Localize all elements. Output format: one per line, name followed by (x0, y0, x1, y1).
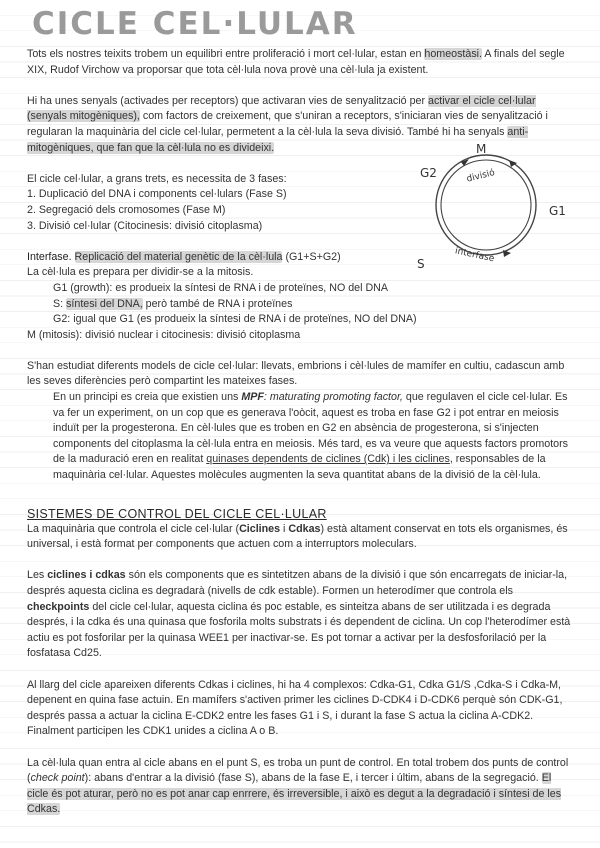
paragraph-machinery: La maquinària que controla el cicle cel·lular (Ciclines i Cdkas) està altament conservat en tots els organismes, és universal, i està format per components que actuen com a interruptors moleculars. (27, 522, 568, 551)
section-heading: SISTEMES DE CONTROL DEL CICLE CEL·LULAR (27, 506, 327, 521)
highlight: homeostàsi. (424, 48, 483, 60)
highlight: Replicació del material genètic de la cèl·lula (74, 250, 283, 263)
arrow-head-top-right (509, 160, 517, 167)
phase-m: M (mitosis): divisió nuclear i citocinesis: divisió citoplasma (27, 328, 301, 341)
label-g2: G2 (420, 166, 437, 180)
paragraph-signals: Hi ha unes senyals (activades per receptors) que activaran vies de senyalització per activar el cicle cel·lular (senyals mitogèniques), com factors de creixement, que s'uniran a receptors, s'iniciaran vies de senyalització i regularan la maquinària del cicle cel·lular, permetent a la cèl·lula la seva divisió. També hi ha senyals anti-mitogèniques, que fan que la cèl·lula no es divideixi. (27, 94, 548, 154)
paragraph-checkpoints: La cèl·lula quan entra al cicle abans en el punt S, es troba un punt de control. En total trobem dos punts de control (check point): abans d'entrar a la divisió (fase S), abans de la fase E, i tercer i últim, abans de la segregació. El cicle és pot aturar, però no es pot anar cap enrrere, és irreversible, i això es degut a la degradació i síntesi de les Cdkas. (27, 756, 569, 816)
list-item: 3. Divisió cel·lular (Citocinesis: divisió citoplasma) (27, 219, 263, 232)
models-block: S'han estudiat diferents models de cicle cel·lular: llevats, embrions i cèl·lules de mamífer en cultiu, cadascun amb les seves diferències però compartint les mateixes fases. En un principi es creia que existien uns MPF: maturating promoting factor, que regulaven el cicle cel·lular. Es va fer un experiment, on un cop que es generava l'oòcit, aquest es troba en fase G2 i pot entrar en meiosis induït per la progesterona. En cèl·lules que es troben en G2 en absència de progesterona, si s'injecten components del citoplasma la cèl·lula entra en meiosis. Més tard, es va veure que aquests factors promotors de la maduració eren en realitat quinases dependents de ciclines (Cdk) i les ciclines, responsables de la maquinària cel·lular. Aquestes molècules augmenten la seva quantitat abans de la divisió de la cèl·lula. (27, 359, 575, 484)
interfase-label: Interfase. (27, 250, 72, 263)
mpf-paragraph: En un principi es creia que existien uns MPF: maturating promoting factor, que regulaven el cicle cel·lular. Es va fer un experiment, on un cop que es generava l'oòcit, aquest es troba en fase G2 i pot entrar en meiosis induït per la progesterona. En cèl·lules que es troben en G2 en absència de progesterona, si s'injecten components del citoplasma la cèl·lula entra en meiosis. Més tard, es va veure que aquests factors promotors de la maduració eren en realitat quinases dependents de ciclines (Cdk) i les ciclines, responsables de la maquinària cel·lular. Aquestes molècules augmenten la seva quantitat abans de la divisió de la cèl·lula. (53, 391, 569, 482)
label-m: M (476, 142, 487, 156)
label-g1: G1 (549, 204, 566, 218)
phases-list: El cicle cel·lular, a grans trets, es necessita de 3 fases: 1. Duplicació del DNA i components cel·lulars (Fase S) 2. Segregació dels cromosomes (Fase M) 3. Divisió cel·lular (Citocinesis: divisió citoplasma) (27, 172, 575, 234)
highlight: anti-mitogèniques, que fan que la cèl·lula no es divideixi. (27, 125, 529, 154)
highlight: síntesi del DNA, (66, 297, 143, 310)
page-title: CICLE CEL·LULAR (32, 6, 358, 42)
interfase-block: Interfase. Replicació del material genètic de la cèl·lula (G1+S+G2) La cèl·lula es prepara per dividir-se a la mitosis. G1 (growth): es produeix la síntesi de RNA i de proteïnes, NO del DNA S: síntesi del DNA, però també de RNA i proteïnes G2: igual que G1 (es produeix la síntesi de RNA i de proteïnes, NO del DNA) M (mitosis): divisió nuclear i citocinesis: divisió citoplasma (27, 250, 575, 344)
label-interfase: interfase (454, 246, 496, 265)
highlight: activar el cicle cel·lular (senyals mitogèniques), (27, 94, 536, 123)
label-divisio: divisió (465, 168, 496, 185)
list-item: 1. Duplicació del DNA i components cel·lulars (Fase S) (27, 188, 287, 201)
phase-s: S: síntesi del DNA, però també de RNA i proteïnes (53, 297, 293, 310)
paragraph-homeostasis: Tots els nostres teixits trobem un equilibri entre proliferació i mort cel·lular, estan en homeostàsi. A finals del segle XIX, Rudof Virchow va proporsar que tota cèl·lula nova provè una cèl·lula ja existent. (27, 48, 565, 76)
underlined-text: quinases dependents de ciclines (Cdk) i les ciclines (206, 453, 450, 466)
cell-cycle-diagram (408, 140, 578, 270)
paragraph-ciclines: Les ciclines i cdkas són els components que es sintetitzen abans de la divisió i que són encarregats de iniciar-la, després aquesta ciclina es degradarà (nivells de cdk estable). Formen un heterodímer que controla els checkpoints del cicle cel·lular, aquesta ciclina és poc estable, es sinteitza abans de ser utilitzada i es degrada després, i la cdka és una quinasa que fosforila molts substrats i és dependent de ciclina. Un cop l'heterodímer està actiu es pot fosforilar per la quinasa WEE1 per inactivar-se. Es pot tornar a activar per la desfosforilació per la fosfatasa Cd25. (27, 569, 571, 660)
paragraph-complexes: Al llarg del cicle apareixen diferents Cdkas i ciclines, hi ha 4 complexos: Cdka-G1, Cdka G1/S ,Cdka-S i Cdka-M, depenent en quina fase actuin. En mamífers s'activen primer les ciclines D-CDK4 i D-CDK6 perquè són CDK-G1, després passa a actuar la ciclina E-CDK2 entre les fases G1 i S, i durant la fase S actua la ciclina A-CDK2. Finalment participen les CDK1 unides a ciclina A o B. (27, 678, 563, 738)
phase-g1: G1 (growth): es produeix la síntesi de RNA i de proteïnes, NO del DNA (53, 281, 389, 294)
phase-g2: G2: igual que G1 (es produeix la síntesi de RNA i de proteïnes, NO del DNA) (53, 313, 417, 326)
label-s: S (417, 257, 425, 270)
highlight: El cicle és pot aturar, però no es pot anar cap enrrere, és irreversible, i això es degut a la degradació i síntesi de les Cdkas. (27, 772, 562, 816)
list-item: 2. Segregació dels cromosomes (Fase M) (27, 203, 226, 216)
